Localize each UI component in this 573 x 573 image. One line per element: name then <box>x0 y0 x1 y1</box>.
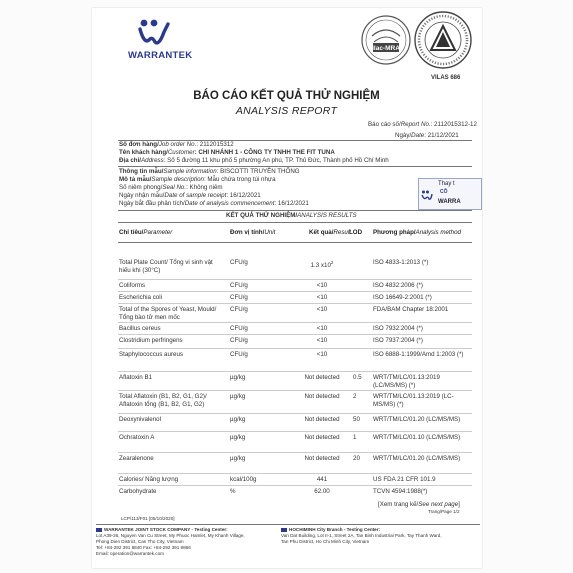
cell-parameter: Escherichia coli <box>119 294 162 301</box>
cell-unit: kcal/100g <box>230 476 257 483</box>
col-header-lod: LOD <box>349 229 363 236</box>
cell-unit: µg/kg <box>230 374 246 381</box>
row-divider <box>118 473 472 474</box>
receipt-line: Ngày nhận mẫu/Date of sample receipt: 16/12/2021 <box>119 192 261 199</box>
cell-result: <10 <box>316 306 328 313</box>
warrantek-logo-icon <box>138 18 172 46</box>
cell-method: ISO 7937:2004 (*) <box>373 337 423 344</box>
stamp-logo-icon <box>421 187 433 205</box>
job-order-line: Số đơn hàng/Job order No.: 2112015312 <box>119 141 234 148</box>
report-title-en: ANALYSIS REPORT <box>235 105 338 117</box>
cell-lod: 20 <box>353 455 360 462</box>
footer-divider <box>96 524 480 525</box>
footer-left: WARRANTEK JOINT STOCK COMPANY - Testing Center: Lot A39-26, Nguyen Van Cu Street, My Phuoc Hamlet, My Khanh Village, Phong Dien District, Can Tho City, Vietnam Tel: +84-292 391 8840 Fax: +84-292 391 8866 Email: operation@warrantek.com <box>96 527 245 556</box>
cell-result: <10 <box>316 294 328 301</box>
cell-method: ISO 16649-2:2001 (*) <box>373 294 432 301</box>
cell-unit: CFU/g <box>230 351 248 358</box>
analysis-start-line: Ngày bắt đầu phân tích/Date of analysis commencement: 16/12/2021 <box>119 200 309 207</box>
row-divider <box>118 291 472 292</box>
footer-right: HOCHIMINH City Branch - Testing Center: Van Dat Building, Lot II-1, Street 2A, Tan Binh Industrial Park, Tay Thanh Ward, Tan Phu District, Ho Chi Minh City, Vietnam <box>281 527 442 544</box>
cell-parameter: Calories/ Năng lượng <box>119 476 179 483</box>
page-number: Trang/Page 1/2 <box>428 509 460 514</box>
col-header-parameter: Chỉ tiêu/Parameter <box>119 229 173 236</box>
cell-result: <10 <box>316 282 328 289</box>
cell-method: ISO 4832:2006 (*) <box>373 282 423 289</box>
cell-lod: 1 <box>353 434 357 441</box>
row-divider <box>118 390 472 391</box>
cell-method: ISO 4833-1:2013 (*) <box>373 259 429 266</box>
ilac-mra-seal-icon <box>360 14 412 71</box>
divider <box>118 222 472 223</box>
cell-parameter: Zearalenone <box>119 455 154 462</box>
cell-parameter: Clostridium perfringens <box>119 337 183 344</box>
cell-method: ISO 6888-1:1999/Amd 1:2003 (*) <box>373 351 464 358</box>
cell-lod: 50 <box>353 416 360 423</box>
row-divider <box>118 485 472 486</box>
cell-result: Not detected <box>304 374 340 381</box>
next-page-note: [Xem trang kế/See next page] <box>378 501 460 508</box>
col-header-unit: Đơn vị tính/Unit <box>230 229 276 236</box>
cell-method: WRT/TM/LC/01.20 (LC/MS/MS) <box>373 455 461 462</box>
cell-unit: µg/kg <box>230 393 246 400</box>
cell-unit: % <box>230 488 236 495</box>
cell-parameter: Total of the Spores of Yeast, Mould/ Tổng bào tử men mốc <box>119 306 217 321</box>
sample-info-line: Thông tin mẫu/Sample information: BISCOTTI TRUYỀN THỐNG <box>119 168 300 175</box>
cell-result: <10 <box>316 325 328 332</box>
accreditation-label: VILAS 686 <box>431 75 461 81</box>
cell-unit: CFU/g <box>230 259 248 266</box>
row-divider <box>118 413 472 414</box>
cell-result: <10 <box>316 337 328 344</box>
row-divider <box>118 322 472 323</box>
cell-parameter: Staphylococcus aureus <box>119 351 183 358</box>
accreditation-seal-icon <box>413 10 473 77</box>
cell-lod: 0.5 <box>353 374 362 381</box>
form-code: LCP/113/F01 [05/10/2020] <box>121 516 175 521</box>
brand-name: WARRANTEK <box>128 50 193 61</box>
cell-parameter: Ochratoxin A <box>119 434 155 441</box>
row-divider <box>118 348 472 349</box>
cell-result: Not detected <box>304 416 340 423</box>
cell-parameter: Deoxynivalenol <box>119 416 161 423</box>
cell-parameter: Total Plate Count/ Tổng vi sinh vật hiếu khí (30°C) <box>119 259 213 274</box>
cell-unit: µg/kg <box>230 434 246 441</box>
cell-method: WRT/TM/LC/01.10 (LC/MS/MS) <box>373 434 461 441</box>
cell-unit: CFU/g <box>230 337 248 344</box>
cell-result: Not detected <box>304 393 340 400</box>
cell-method: FDA/BAM Chapter 18:2001 <box>373 306 449 313</box>
cell-result: 1.3 $x10^2$ <box>310 260 334 270</box>
sample-desc-line: Mô tả mẫu/Sample description: Mẫu chứa trong túi nhựa <box>119 176 276 183</box>
cell-lod: 2 <box>353 393 357 400</box>
results-heading: KẾT QUẢ THỬ NGHIỆM/ANALYSIS RESULTS <box>226 212 357 219</box>
cell-method: US FDA 21 CFR 101.9 <box>373 476 436 483</box>
customer-line: Tên khách hàng/Customer: CHI NHÁNH 1 - CÔNG TY TNHH THE FIT TUNA <box>119 149 335 156</box>
cell-unit: CFU/g <box>230 294 248 301</box>
col-header-result: Kết quả/Result <box>309 229 351 236</box>
cell-unit: CFU/g <box>230 282 248 289</box>
col-header-method: Phương pháp/Analysis method <box>373 229 461 236</box>
cell-method: WRT/TM/LC/01.13:2019 (LC/MS/MS) (*) <box>373 374 440 389</box>
cell-parameter: Carbohydrate <box>119 488 157 495</box>
divider <box>118 210 472 211</box>
cell-method: WRT/TM/LC/01.20 (LC/MS/MS) <box>373 416 461 423</box>
cell-unit: CFU/g <box>230 325 248 332</box>
cell-result-exponent: 2 <box>330 260 334 265</box>
stamp-text: Thay t <box>438 181 455 187</box>
cell-result: Not detected <box>304 455 340 462</box>
row-divider <box>118 334 472 335</box>
cell-parameter: Aflatoxin B1 <box>119 374 153 381</box>
cell-unit: CFU/g <box>230 306 248 313</box>
cell-unit: µg/kg <box>230 455 246 462</box>
cell-result: 62.00 <box>314 488 330 495</box>
cell-unit: µg/kg <box>230 416 246 423</box>
seal-line: Số niêm phong/Seal No.: Không niêm <box>119 184 223 191</box>
cell-method: ISO 7932:2004 (*) <box>373 325 423 332</box>
cell-result: Not detected <box>304 434 340 441</box>
report-date: Ngày/Date: 21/12/2021 <box>395 132 459 139</box>
row-divider <box>118 431 472 432</box>
seal-label: ilac-MRA <box>372 45 400 52</box>
row-divider <box>118 371 472 372</box>
address-line: Địa chỉ/Address: Số 5 đường 11 khu phố 5 phường An phú, TP. Thủ Đức, Thành phố Hồ Chí Minh <box>119 157 389 164</box>
cell-result: <10 <box>316 351 328 358</box>
row-divider <box>118 303 472 304</box>
cell-parameter: Total Aflatoxin (B1, B2, G1, G2)/ Aflatoxin tổng (B1, B2, G1, G2) <box>119 393 207 408</box>
stamp-text: CÔ <box>440 189 448 195</box>
stamp-text: WARRA <box>438 199 461 205</box>
divider <box>118 166 472 167</box>
cell-result: 441 <box>316 476 328 483</box>
row-divider <box>118 452 472 453</box>
cell-method: TCVN 4594:1988(*) <box>373 488 428 495</box>
cell-parameter: Coliforms <box>119 282 146 289</box>
row-divider <box>118 279 472 280</box>
cell-parameter: Bacillus cereus <box>119 325 161 332</box>
cell-method: WRT/TM/LC/01.13:2019 (LC-MS/MS) (*) <box>373 393 454 408</box>
report-number: Báo cáo số/Report No.: 2112015312-12 <box>368 121 477 128</box>
divider <box>118 242 472 243</box>
report-title-vn: BÁO CÁO KẾT QUẢ THỬ NGHIỆM <box>193 90 380 102</box>
